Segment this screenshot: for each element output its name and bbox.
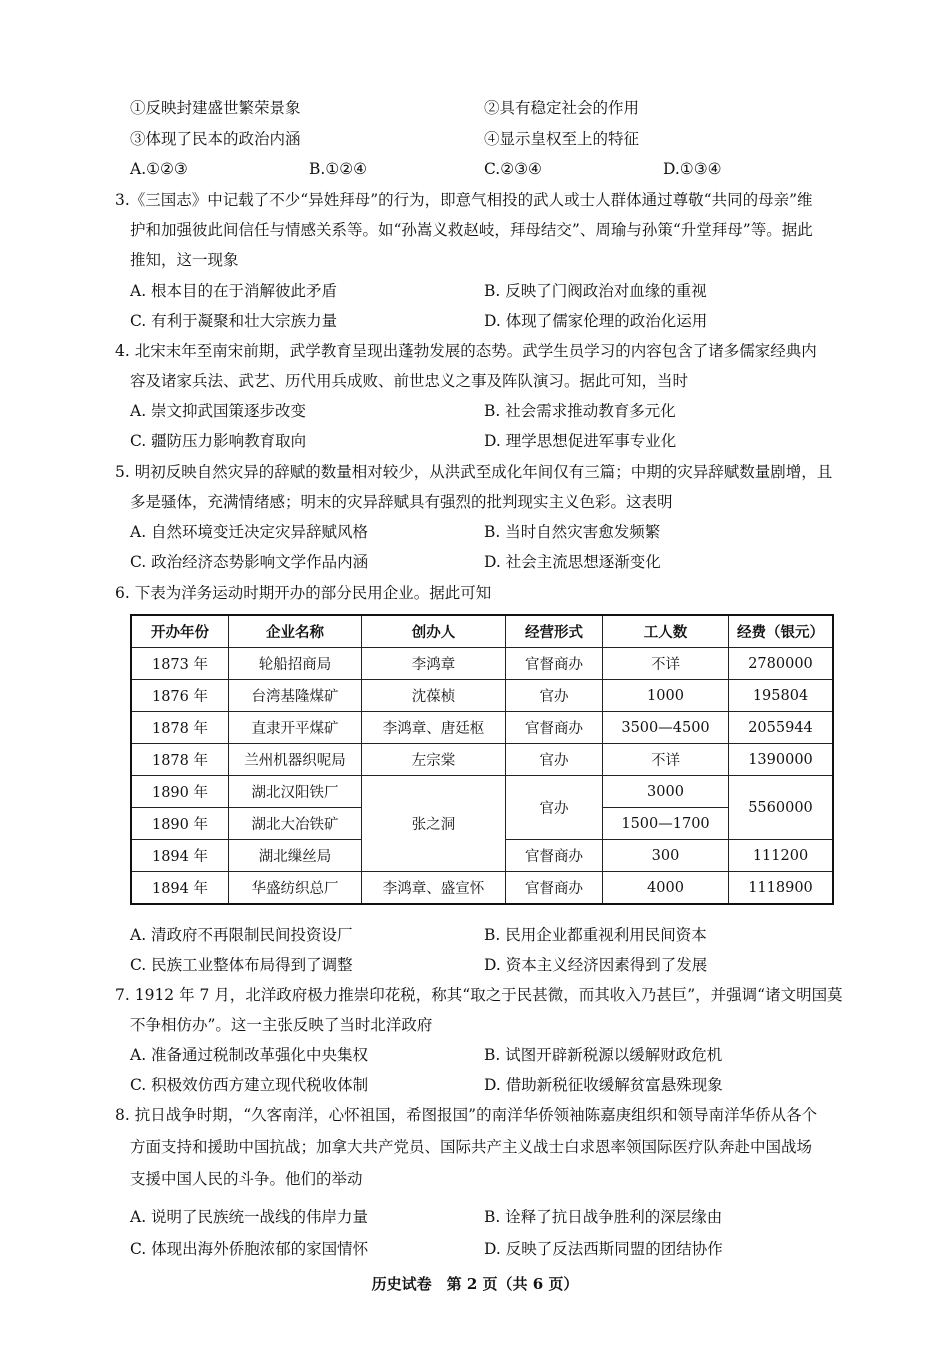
q7-option-c: C. 积极效仿西方建立现代税收体制 — [130, 1076, 369, 1094]
q3-stem-line-3: 推知，这一现象 — [130, 251, 239, 269]
cell-founder: 李鸿章、盛宣怀 — [362, 872, 506, 905]
q6-option-c: C. 民族工业整体布局得到了调整 — [130, 956, 353, 974]
q5-option-c: C. 政治经济态势影响文学作品内涵 — [130, 553, 369, 571]
cell-workers: 3500—4500 — [603, 712, 729, 744]
q2-statement-4: ④显示皇权至上的特征 — [484, 130, 640, 148]
cell-year: 1890 年 — [131, 776, 229, 808]
q4-option-b: B. 社会需求推动教育多元化 — [484, 402, 676, 420]
q4-option-a: A. 崇文抑武国策逐步改变 — [130, 402, 307, 420]
cell-year: 1894 年 — [131, 840, 229, 872]
cell-funds: 111200 — [729, 840, 834, 872]
q8-stem-line-3: 支援中国人民的斗争。他们的举动 — [130, 1170, 363, 1188]
q3-option-c: C. 有利于凝聚和壮大宗族力量 — [130, 312, 338, 330]
header-management: 经营形式 — [506, 615, 603, 648]
header-funds: 经费（银元） — [729, 615, 834, 648]
q6-option-d: D. 资本主义经济因素得到了发展 — [484, 956, 708, 974]
cell-enterprise: 台湾基隆煤矿 — [229, 680, 362, 712]
cell-enterprise: 兰州机器织呢局 — [229, 744, 362, 776]
table-row — [131, 776, 833, 808]
table-header-row — [131, 615, 833, 648]
cell-year: 1873 年 — [131, 648, 229, 680]
table-row — [131, 680, 833, 712]
cell-founder: 李鸿章 — [362, 648, 506, 680]
cell-year: 1890 年 — [131, 808, 229, 840]
q3-stem-line-2: 护和加强彼此间信任与情感关系等。如“孙嵩义救赵岐，拜母结交”、周瑜与孙策“升堂拜母”等。据此 — [130, 221, 813, 239]
q2-option-d: D.①③④ — [663, 160, 722, 178]
q6-option-b: B. 民用企业都重视利用民间资本 — [484, 926, 707, 944]
cell-management: 官督商办 — [506, 872, 603, 905]
cell-year: 1878 年 — [131, 712, 229, 744]
q7-stem-line-2: 不争相仿办”。这一主张反映了当时北洋政府 — [130, 1016, 433, 1034]
q2-option-b: B.①②④ — [309, 160, 368, 178]
cell-workers: 1000 — [603, 680, 729, 712]
cell-enterprise: 轮船招商局 — [229, 648, 362, 680]
cell-management-merged: 官办 — [506, 776, 603, 840]
cell-workers: 1500—1700 — [603, 808, 729, 840]
q7-option-d: D. 借助新税征收缓解贫富悬殊现象 — [484, 1076, 723, 1094]
q4-option-d: D. 理学思想促进军事专业化 — [484, 432, 677, 450]
cell-workers: 不详 — [603, 648, 729, 680]
cell-year: 1876 年 — [131, 680, 229, 712]
cell-workers: 300 — [603, 840, 729, 872]
q7-option-b: B. 试图开辟新税源以缓解财政危机 — [484, 1046, 723, 1064]
cell-year: 1894 年 — [131, 872, 229, 905]
q5-option-d: D. 社会主流思想逐渐变化 — [484, 553, 661, 571]
q2-option-c: C.②③④ — [484, 160, 542, 178]
cell-founder: 左宗棠 — [362, 744, 506, 776]
page-footer: 历史试卷 第 2 页（共 6 页） — [371, 1275, 579, 1293]
enterprise-table — [130, 614, 834, 905]
cell-funds: 2780000 — [729, 648, 834, 680]
q5-option-b: B. 当时自然灾害愈发频繁 — [484, 523, 661, 541]
cell-enterprise: 湖北汉阳铁厂 — [229, 776, 362, 808]
q3-option-d: D. 体现了儒家伦理的政治化运用 — [484, 312, 708, 330]
q7-stem-line-1: 7. 1912 年 7 月，北洋政府极力推崇印花税，称其“取之于民甚微，而其收入乃甚巨”，并强调“诸文明国莫 — [115, 986, 843, 1004]
q2-statement-1: ①反映封建盛世繁荣景象 — [130, 99, 301, 117]
table-row — [131, 648, 833, 680]
cell-workers: 3000 — [603, 776, 729, 808]
q4-option-c: C. 疆防压力影响教育取向 — [130, 432, 307, 450]
q5-option-a: A. 自然环境变迁决定灾异辞赋风格 — [130, 523, 369, 541]
cell-enterprise: 直隶开平煤矿 — [229, 712, 362, 744]
q6-stem: 6. 下表为洋务运动时期开办的部分民用企业。据此可知 — [115, 584, 492, 602]
cell-funds: 2055944 — [729, 712, 834, 744]
cell-management: 官督商办 — [506, 648, 603, 680]
cell-enterprise: 湖北缫丝局 — [229, 840, 362, 872]
q3-option-b: B. 反映了门阀政治对血缘的重视 — [484, 282, 707, 300]
cell-founder: 沈葆桢 — [362, 680, 506, 712]
cell-year: 1878 年 — [131, 744, 229, 776]
q8-stem-line-1: 8. 抗日战争时期，“久客南洋，心怀祖国，希图报国”的南洋华侨领袖陈嘉庚组织和领导南洋华侨从各个 — [115, 1106, 818, 1124]
cell-management: 官督商办 — [506, 712, 603, 744]
q8-option-a: A. 说明了民族统一战线的伟岸力量 — [130, 1208, 369, 1226]
cell-management: 官办 — [506, 744, 603, 776]
cell-workers: 4000 — [603, 872, 729, 905]
q8-option-c: C. 体现出海外侨胞浓郁的家国情怀 — [130, 1240, 369, 1258]
table-row — [131, 712, 833, 744]
q8-option-b: B. 诠释了抗日战争胜利的深层缘由 — [484, 1208, 723, 1226]
cell-funds: 1390000 — [729, 744, 834, 776]
q2-statement-3: ③体现了民本的政治内涵 — [130, 130, 301, 148]
q4-stem-line-1: 4. 北宋末年至南宋前期，武学教育呈现出蓬勃发展的态势。武学生员学习的内容包含了诸多儒家经典内 — [115, 342, 817, 360]
cell-funds-merged: 5560000 — [729, 776, 834, 840]
header-workers: 工人数 — [603, 615, 729, 648]
cell-funds: 1118900 — [729, 872, 834, 905]
table-row — [131, 872, 833, 905]
header-founder: 创办人 — [362, 615, 506, 648]
cell-founder-merged: 张之洞 — [362, 776, 506, 872]
cell-enterprise: 华盛纺织总厂 — [229, 872, 362, 905]
cell-management: 官督商办 — [506, 840, 603, 872]
q2-option-a: A.①②③ — [130, 160, 188, 178]
q5-stem-line-1: 5. 明初反映自然灾异的辞赋的数量相对较少，从洪武至成化年间仅有三篇；中期的灾异辞赋数量剧增，且 — [115, 463, 833, 481]
q3-stem-line-1: 3.《三国志》中记载了不少“异姓拜母”的行为，即意气相投的武人或士人群体通过尊敬“共同的母亲”维 — [115, 191, 813, 209]
table-row — [131, 744, 833, 776]
q6-option-a: A. 清政府不再限制民间投资设厂 — [130, 926, 353, 944]
q8-stem-line-2: 方面支持和援助中国抗战；加拿大共产党员、国际共产主义战士白求恩率领国际医疗队奔赴中国战场 — [130, 1138, 813, 1156]
cell-enterprise: 湖北大冶铁矿 — [229, 808, 362, 840]
q5-stem-line-2: 多是骚体，充满情绪感；明末的灾异辞赋具有强烈的批判现实主义色彩。这表明 — [130, 493, 673, 511]
q7-option-a: A. 准备通过税制改革强化中央集权 — [130, 1046, 369, 1064]
header-year: 开办年份 — [131, 615, 229, 648]
q4-stem-line-2: 容及诸家兵法、武艺、历代用兵成败、前世忠义之事及阵队演习。据此可知，当时 — [130, 372, 689, 390]
q8-option-d: D. 反映了反法西斯同盟的团结协作 — [484, 1240, 723, 1258]
header-enterprise: 企业名称 — [229, 615, 362, 648]
q2-statement-2: ②具有稳定社会的作用 — [484, 99, 640, 117]
cell-management: 官办 — [506, 680, 603, 712]
cell-founder: 李鸿章、唐廷枢 — [362, 712, 506, 744]
q3-option-a: A. 根本目的在于消解彼此矛盾 — [130, 282, 338, 300]
cell-workers: 不详 — [603, 744, 729, 776]
cell-funds: 195804 — [729, 680, 834, 712]
